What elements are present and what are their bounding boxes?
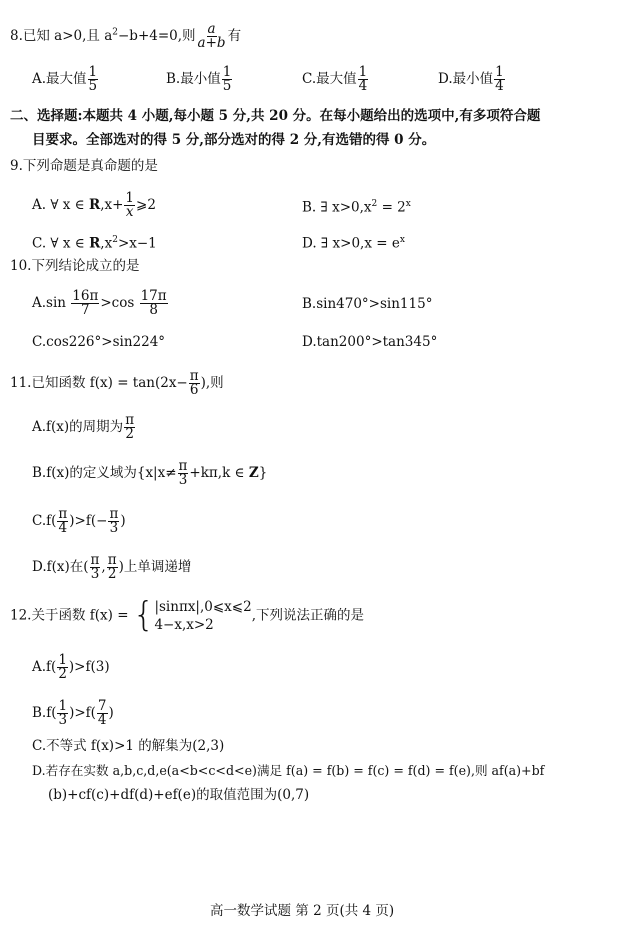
q9-option-c: C. ∀ x ∈ $R,x^2>x-1$ xyxy=(32,235,157,252)
question-9-stem: 9.下列命题是真命题的是 xyxy=(10,158,158,174)
section-2-instructions-line1: 二、选择题:本题共 4 小题,每小题 5 分,共 20 分。在每小题给出的选项中,有多项符合题 xyxy=(10,108,541,124)
q9-option-a: A. ∀ x ∈ R,x+ $\frac{1}{x}$ ⩾2 xyxy=(32,190,156,220)
question-8-stem: 8.已知 a>0,且 $a^2-b+4=0$,则 $\frac{a}{a+b}$ 有 xyxy=(10,21,242,51)
q11-option-d: D.f(x)在( $\frac{\pi}{3}$ , $\frac{\pi}{2}$ )上单调递增 xyxy=(32,552,192,582)
q8-option-a: A.最大值 $\frac{1}{5}$ xyxy=(32,64,98,94)
q12-option-d-line2: (b)+cf(c)+df(d)+ef(e)的取值范围为(0,7) xyxy=(48,787,310,803)
q10-option-c: C.cos226°>sin224° xyxy=(32,334,166,350)
q9-option-b: B. ∃ $x>0,x^2 = 2^x$ xyxy=(302,199,411,216)
piecewise-brace: { |sinπx|,0⩽x⩽2 4−x,x>2 xyxy=(132,595,252,635)
q12-option-a: A.f( $\frac{1}{2}$ )>f(3) xyxy=(32,652,110,682)
q8-option-d: D.最小值 $\frac{1}{4}$ xyxy=(438,64,504,94)
section-2-instructions-line2: 目要求。全部选对的得 5 分,部分选对的得 2 分,有选错的得 0 分。 xyxy=(32,132,436,148)
page-footer: 高一数学试题 第 2 页(共 4 页) xyxy=(210,903,395,919)
q12-option-b: B.f( $\frac{1}{3}$ )>f( $\frac{7}{4}$ ) xyxy=(32,698,114,728)
q10-option-d: D.tan200°>tan345° xyxy=(302,334,438,350)
question-10-stem: 10.下列结论成立的是 xyxy=(10,258,140,274)
q11-option-b: B.f(x)的定义域为{x|x≠ $\frac{\pi}{3}$ +kπ,k ∈ Z} xyxy=(32,458,268,488)
q12-option-c: C.不等式 f(x)>1 的解集为(2,3) xyxy=(32,738,225,754)
q9-option-d: D. ∃ $x>0,x = e^x$ xyxy=(302,235,405,252)
q11-option-c: C.f( $\frac{\pi}{4}$ )>f(− $\frac{\pi}{3}$ ) xyxy=(32,506,126,536)
question-12-stem: 12.关于函数 f(x) = { |sinπx|,0⩽x⩽2 4−x,x>2 ,下列说法正确的是 xyxy=(10,595,364,635)
q12-option-d-line1: D.若存在实数 a,b,c,d,e(a<b<c<d<e)满足 f(a) = f(b) = f(c) = f(d) = f(e),则 af(a)+bf xyxy=(32,763,545,778)
q11-option-a: A.f(x)的周期为 $\frac{\pi}{2}$ xyxy=(32,412,135,442)
q8-option-c: C.最大值 $\frac{1}{4}$ xyxy=(302,64,368,94)
q10-option-b: B.sin470°>sin115° xyxy=(302,296,433,312)
q10-option-a: A.sin $\frac{16\pi}{7}$ >cos $\frac{17\pi}{8}$ xyxy=(32,288,167,318)
question-11-stem: 11.已知函数 f(x) = tan(2x− $\frac{\pi}{6}$ ),则 xyxy=(10,368,224,398)
q8-option-b: B.最小值 $\frac{1}{5}$ xyxy=(166,64,232,94)
